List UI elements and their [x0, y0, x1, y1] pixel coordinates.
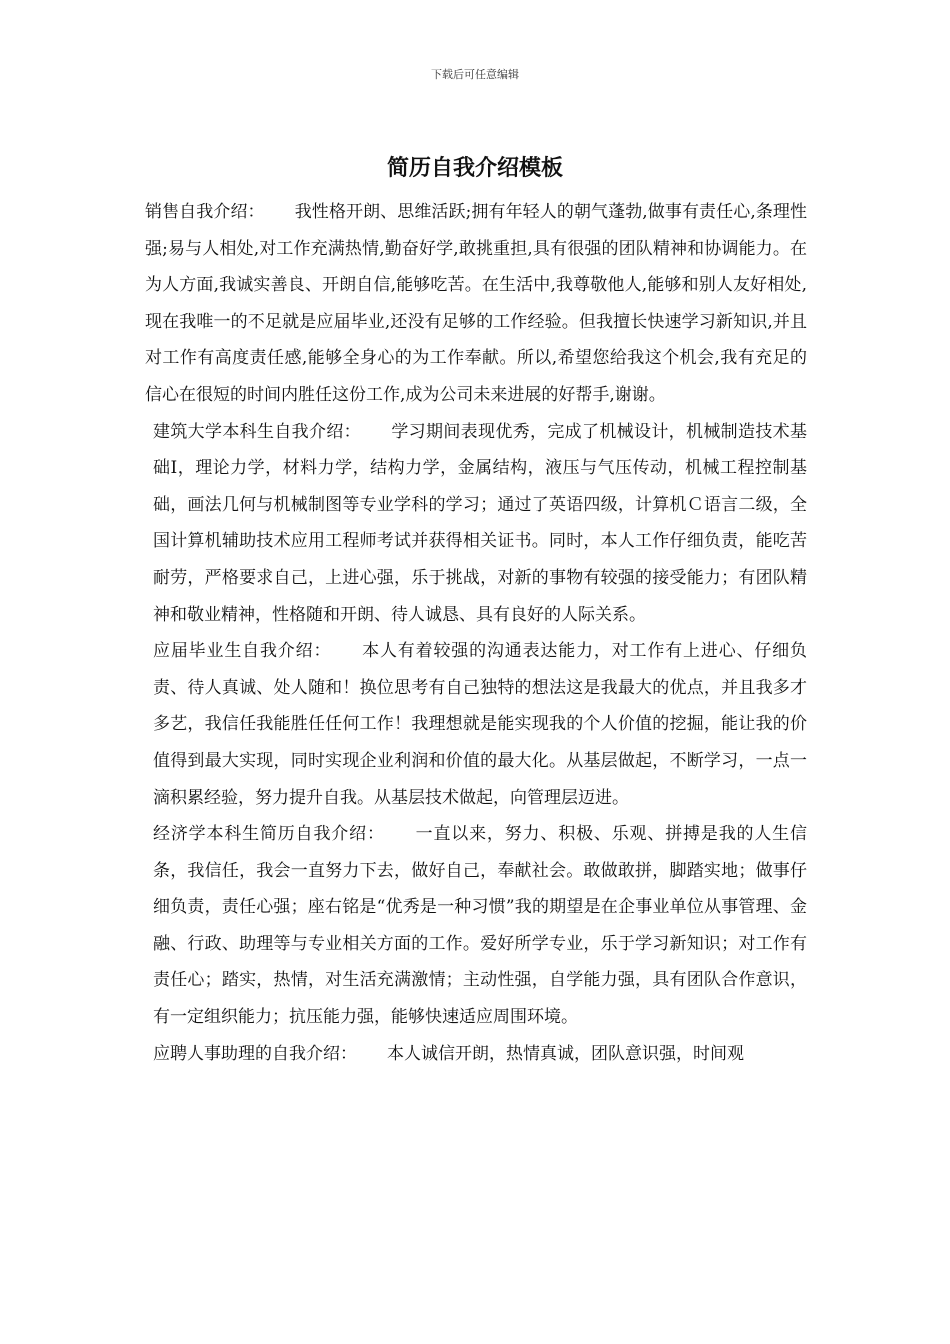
paragraph-lead: 建筑大学本科生自我介绍： — [153, 421, 361, 442]
paragraph-text: 本人诚信开朗，热情真诚，团队意识强，时间观 — [387, 1043, 744, 1064]
paragraph-architecture-intro — [145, 414, 807, 634]
paragraph-sales-intro — [145, 194, 807, 414]
paragraph-text: 一直以来，努力、积极、乐观、拼搏是我的人生信条，我信任，我会一直努力下去，做好自己，奉献社会。敢做敢拼，脚踏实地；做事仔细负责，责任心强；座右铭是“优秀是一种习惯”我的期望是在企事业单位从事管理、金融、行政、助理等与专业相关方面的工作。爱好所学专业，乐于学习新知识；对工作有责任心；踏实，热情，对生活充满激情；主动性强，自学能力强，具有团队合作意识，有一定组织能力；抗压能力强，能够快速适应周围环境。 — [153, 824, 808, 1028]
paragraph-lead: 应聘人事助理的自我介绍： — [153, 1043, 357, 1064]
paragraph-lead: 销售自我介绍： — [145, 202, 265, 222]
paragraph-text: 学习期间表现优秀，完成了机械设计，机械制造技术基础Ⅰ，理论力学，材料力学，结构力学，金属结构，液压与气压传动，机械工程控制基础，画法几何与机械制图等专业学科的学习；通过了英语四级，计算机Ｃ语言二级，全国计算机辅助技术应用工程师考试并获得相关证书。同时，本人工作仔细负责，能吃苦耐劳，严格要求自己，上进心强，乐于挑战，对新的事物有较强的接受能力；有团队精神和敬业精神，性格随和开朗、待人诚恳、具有良好的人际关系。 — [153, 421, 807, 625]
paragraph-economics-intro — [145, 816, 807, 1036]
paragraph-text: 本人有着较强的沟通表达能力，对工作有上进心、仔细负责、待人真诚、处人随和！换位思考有自己独特的想法这是我最大的优点，并且我多才多艺，我信任我能胜任任何工作！我理想就是能实现我的个人价值的挖掘，能让我的价值得到最大实现，同时实现企业利润和价值的最大化。从基层做起，不断学习，一点一滴积累经验，努力提升自我。从基层技术做起，向管理层迈进。 — [153, 641, 808, 808]
document-title: 简历自我介绍模板 — [386, 155, 563, 181]
document-body — [145, 194, 807, 1072]
header-note: 下载后可任意编辑 — [431, 68, 519, 81]
paragraph-hr-assistant-intro — [145, 1036, 807, 1073]
paragraph-lead: 应届毕业生自我介绍： — [153, 641, 332, 662]
paragraph-lead: 经济学本科生简历自我介绍： — [153, 824, 385, 845]
paragraph-graduate-intro — [145, 633, 807, 816]
paragraph-text: 我性格开朗、思维活跃;拥有年轻人的朝气蓬勃,做事有责任心,条理性强;易与人相处,对工作充满热情,勤奋好学,敢挑重担,具有很强的团队精神和协调能力。在为人方面,我诚实善良、开朗自信,能够吃苦。在生活中,我尊敬他人,能够和别人友好相处,现在我唯一的不足就是应届毕业,还没有足够的工作经验。但我擅长快速学习新知识,并且对工作有高度责任感,能够全身心的为工作奉献。所以,希望您给我这个机会,我有充足的信心在很短的时间内胜任这份工作,成为公司未来进展的好帮手,谢谢。 — [145, 202, 807, 405]
